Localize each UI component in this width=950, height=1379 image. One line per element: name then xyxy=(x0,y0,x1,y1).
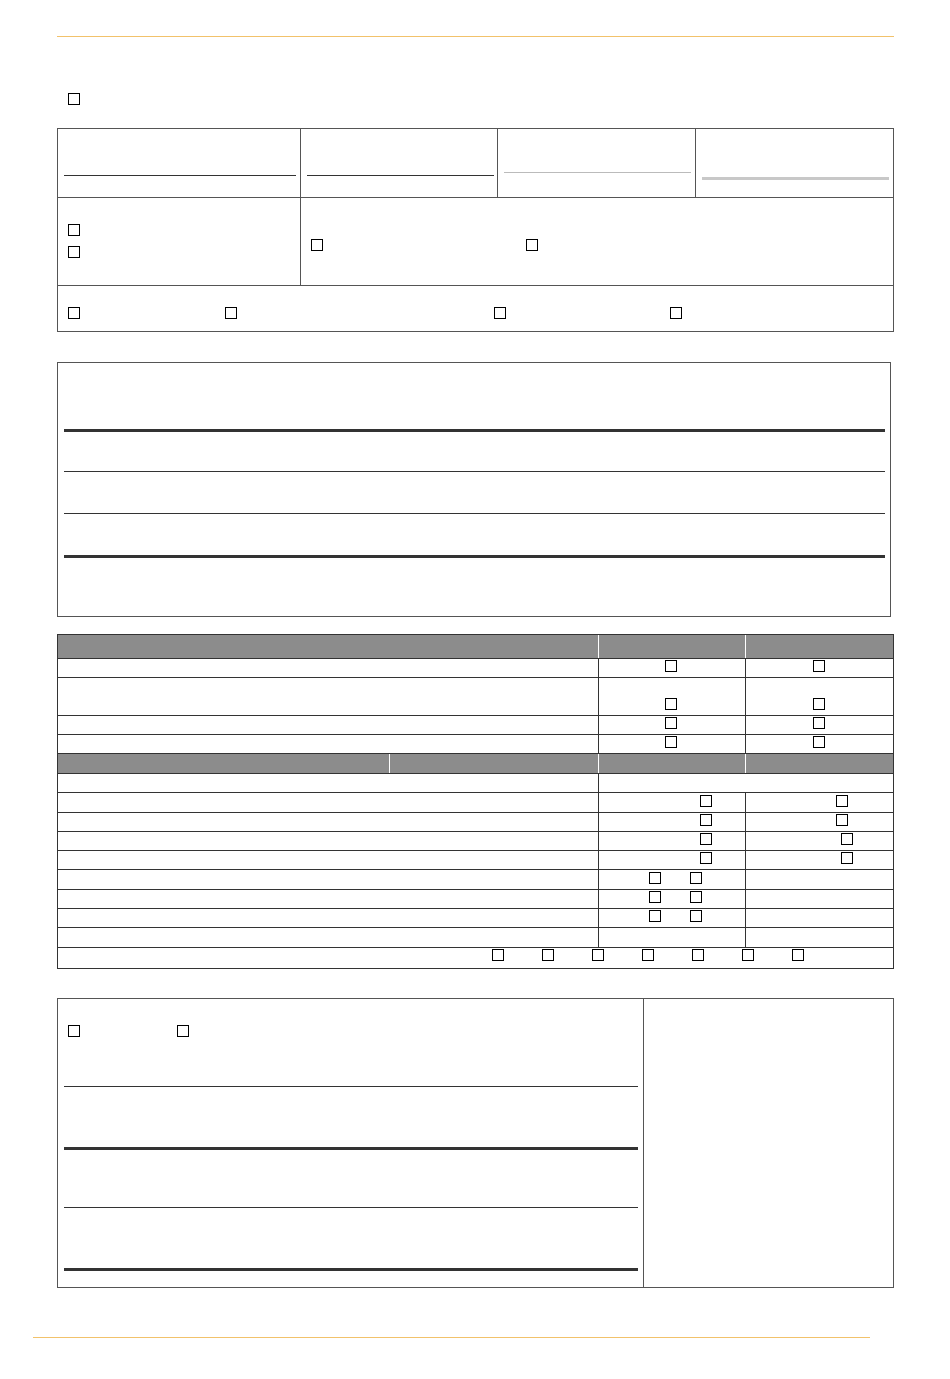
table-rule xyxy=(57,734,894,735)
table-rule xyxy=(57,947,894,948)
section-2-line-4[interactable] xyxy=(64,555,885,558)
table-checkbox[interactable] xyxy=(690,910,702,922)
table-checkbox[interactable] xyxy=(649,872,661,884)
table-bottom-checkbox[interactable] xyxy=(542,949,554,961)
table-bottom-checkbox[interactable] xyxy=(492,949,504,961)
header-rule xyxy=(57,36,894,37)
table-box xyxy=(57,634,894,969)
section-2-line-2[interactable] xyxy=(64,471,885,472)
footer-rule xyxy=(33,1337,870,1338)
table-checkbox[interactable] xyxy=(665,698,677,710)
table-rule xyxy=(57,812,894,813)
section-1-col-3 xyxy=(695,128,696,197)
table-subheader-div-2 xyxy=(745,754,746,773)
field-1-underline[interactable] xyxy=(64,175,296,176)
table-rule xyxy=(57,927,894,928)
table-checkbox[interactable] xyxy=(813,717,825,729)
field-4-underline[interactable] xyxy=(702,177,889,180)
table-checkbox[interactable] xyxy=(700,814,712,826)
table-header xyxy=(58,635,893,658)
table-checkbox[interactable] xyxy=(700,795,712,807)
table-rule xyxy=(57,677,894,678)
table-rule xyxy=(57,869,894,870)
option-checkbox-3[interactable] xyxy=(311,239,323,251)
table-rule xyxy=(57,850,894,851)
table-checkbox[interactable] xyxy=(665,660,677,672)
table-header-div-1 xyxy=(598,635,599,658)
table-rule xyxy=(57,831,894,832)
table-header-div-2 xyxy=(745,635,746,658)
table-checkbox[interactable] xyxy=(813,698,825,710)
option-checkbox-4[interactable] xyxy=(526,239,538,251)
table-checkbox[interactable] xyxy=(841,852,853,864)
table-checkbox[interactable] xyxy=(836,814,848,826)
table-checkbox[interactable] xyxy=(700,852,712,864)
section-4-col-div xyxy=(643,998,644,1288)
section-2-box xyxy=(57,362,891,617)
table-bottom-checkbox[interactable] xyxy=(592,949,604,961)
section-1-col-1 xyxy=(300,128,301,285)
table-subheader-div-0 xyxy=(389,754,390,773)
field-2-underline[interactable] xyxy=(307,175,494,176)
table-checkbox[interactable] xyxy=(665,736,677,748)
table-rule xyxy=(57,773,894,774)
table-checkbox[interactable] xyxy=(649,891,661,903)
section-4-line-4[interactable] xyxy=(64,1268,638,1271)
table-checkbox[interactable] xyxy=(665,717,677,729)
option-checkbox-6[interactable] xyxy=(225,307,237,319)
section-1-col-2 xyxy=(497,128,498,197)
table-bottom-checkbox[interactable] xyxy=(642,949,654,961)
table-checkbox[interactable] xyxy=(690,872,702,884)
table-checkbox[interactable] xyxy=(690,891,702,903)
section-2-line-3[interactable] xyxy=(64,513,885,514)
table-bottom-checkbox[interactable] xyxy=(792,949,804,961)
section-4-checkbox-2[interactable] xyxy=(177,1025,189,1037)
table-checkbox[interactable] xyxy=(700,833,712,845)
option-checkbox-2[interactable] xyxy=(68,246,80,258)
section-2-line-1[interactable] xyxy=(64,429,885,432)
table-subheader xyxy=(58,754,893,773)
top-checkbox[interactable] xyxy=(68,93,80,105)
section-4-line-3[interactable] xyxy=(64,1207,638,1208)
option-checkbox-5[interactable] xyxy=(68,307,80,319)
table-rule xyxy=(57,889,894,890)
table-subheader-div-1 xyxy=(598,754,599,773)
table-rule xyxy=(57,908,894,909)
section-4-box xyxy=(57,998,894,1288)
table-col-div-4 xyxy=(745,792,746,947)
table-col-div-3 xyxy=(598,773,599,947)
field-3-underline[interactable] xyxy=(504,172,691,173)
table-checkbox[interactable] xyxy=(836,795,848,807)
table-col-div-1 xyxy=(598,658,599,753)
table-rule xyxy=(57,792,894,793)
table-col-div-2 xyxy=(745,658,746,753)
section-1-divider-2 xyxy=(57,285,894,286)
section-4-checkbox-1[interactable] xyxy=(68,1025,80,1037)
option-checkbox-1[interactable] xyxy=(68,224,80,236)
option-checkbox-8[interactable] xyxy=(670,307,682,319)
table-bottom-checkbox[interactable] xyxy=(692,949,704,961)
section-4-line-2[interactable] xyxy=(64,1147,638,1150)
section-1-box xyxy=(57,128,894,332)
table-checkbox[interactable] xyxy=(813,736,825,748)
table-bottom-checkbox[interactable] xyxy=(742,949,754,961)
section-4-line-1[interactable] xyxy=(64,1086,638,1087)
section-1-divider-1 xyxy=(57,197,894,198)
table-checkbox[interactable] xyxy=(649,910,661,922)
table-rule xyxy=(57,658,894,659)
option-checkbox-7[interactable] xyxy=(494,307,506,319)
table-checkbox[interactable] xyxy=(813,660,825,672)
table-checkbox[interactable] xyxy=(841,833,853,845)
table-rule xyxy=(57,715,894,716)
